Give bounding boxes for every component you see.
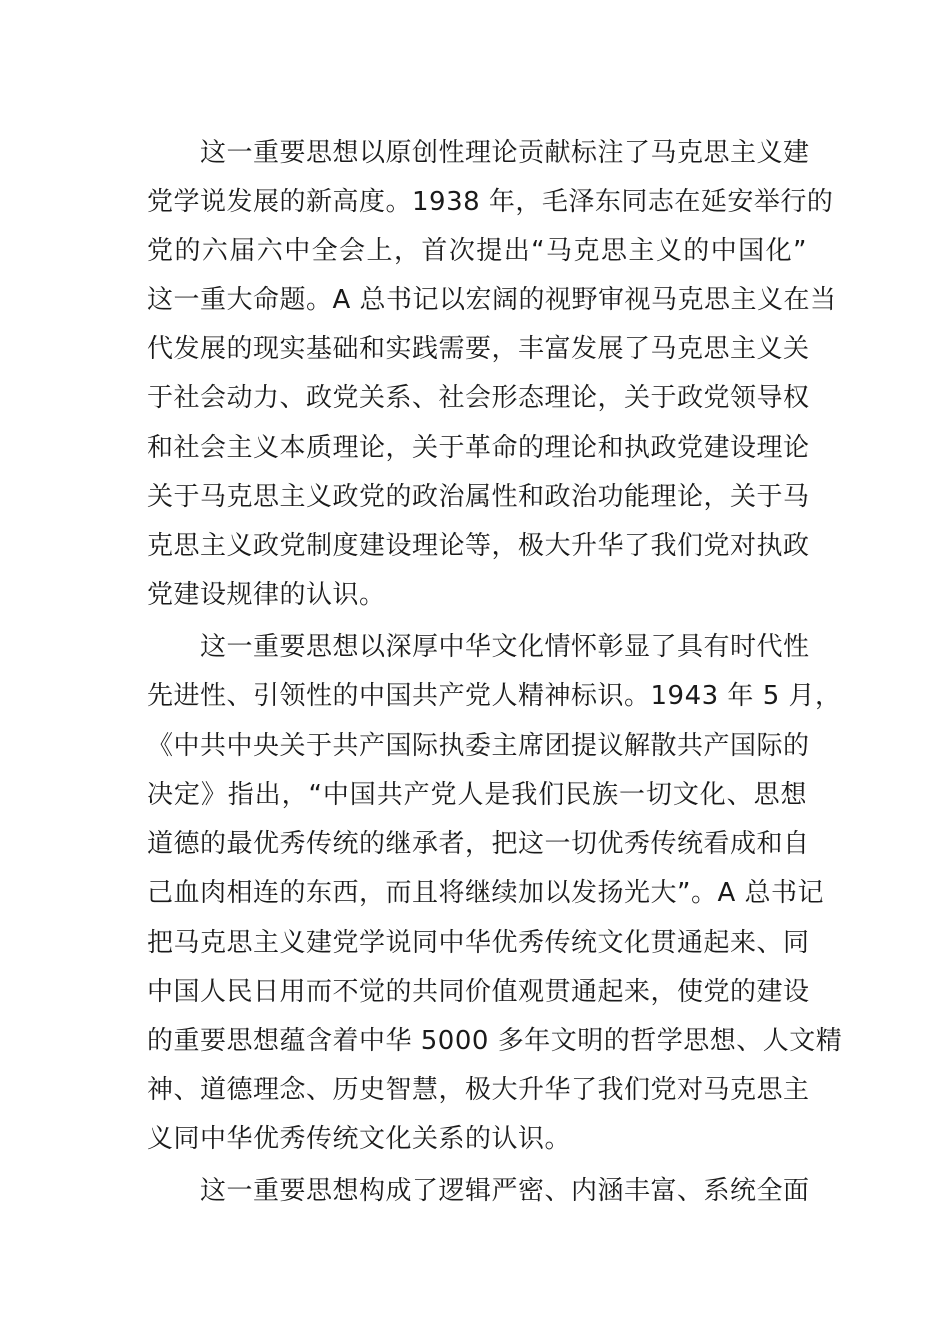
text-line: 克思主义政党制度建设理论等，极大升华了我们党对执政 [147, 531, 810, 561]
text-line: 义同中华优秀传统文化关系的认识。 [147, 1124, 572, 1154]
text-line: 中国人民日用而不觉的共同价值观贯通起来，使党的建设 [147, 977, 810, 1007]
text-line: 党建设规律的认识。 [147, 580, 386, 610]
text-line: 道德的最优秀传统的继承者，把这一切优秀传统看成和自 [147, 829, 810, 859]
text-line: 于社会动力、政党关系、社会形态理论，关于政党领导权 [147, 383, 810, 413]
text-line: 先进性、引领性的中国共产党人精神标识。1943 年 5 月， [147, 681, 842, 711]
text-line: 的重要思想蕴含着中华 5000 多年文明的哲学思想、人文精 [147, 1026, 843, 1056]
text-line: 关于马克思主义政党的政治属性和政治功能理论，关于马 [147, 482, 810, 512]
text-line: 这一重要思想以深厚中华文化情怀彰显了具有时代性 [200, 632, 810, 662]
text-line: 决定》指出，“中国共产党人是我们民族一切文化、思想 [147, 780, 807, 810]
text-line: 己血肉相连的东西，而且将继续加以发扬光大”。A 总书记 [147, 878, 825, 908]
text-line: 这一重要思想以原创性理论贡献标注了马克思主义建 [200, 138, 810, 168]
text-line: 《中共中央关于共产国际执委主席团提议解散共产国际的 [147, 731, 810, 761]
text-line: 党学说发展的新高度。1938 年，毛泽东同志在延安举行的 [147, 187, 834, 217]
text-line: 党的六届六中全会上，首次提出“马克思主义的中国化” [147, 236, 807, 266]
text-line: 这一重大命题。A 总书记以宏阔的视野审视马克思主义在当 [147, 285, 837, 315]
text-line: 这一重要思想构成了逻辑严密、内涵丰富、系统全面 [200, 1176, 810, 1206]
text-line: 代发展的现实基础和实践需要，丰富发展了马克思主义关 [147, 334, 810, 364]
text-line: 神、道德理念、历史智慧，极大升华了我们党对马克思主 [147, 1075, 810, 1105]
text-line: 把马克思主义建党学说同中华优秀传统文化贯通起来、同 [147, 928, 810, 958]
text-line: 和社会主义本质理论，关于革命的理论和执政党建设理论 [147, 433, 810, 463]
